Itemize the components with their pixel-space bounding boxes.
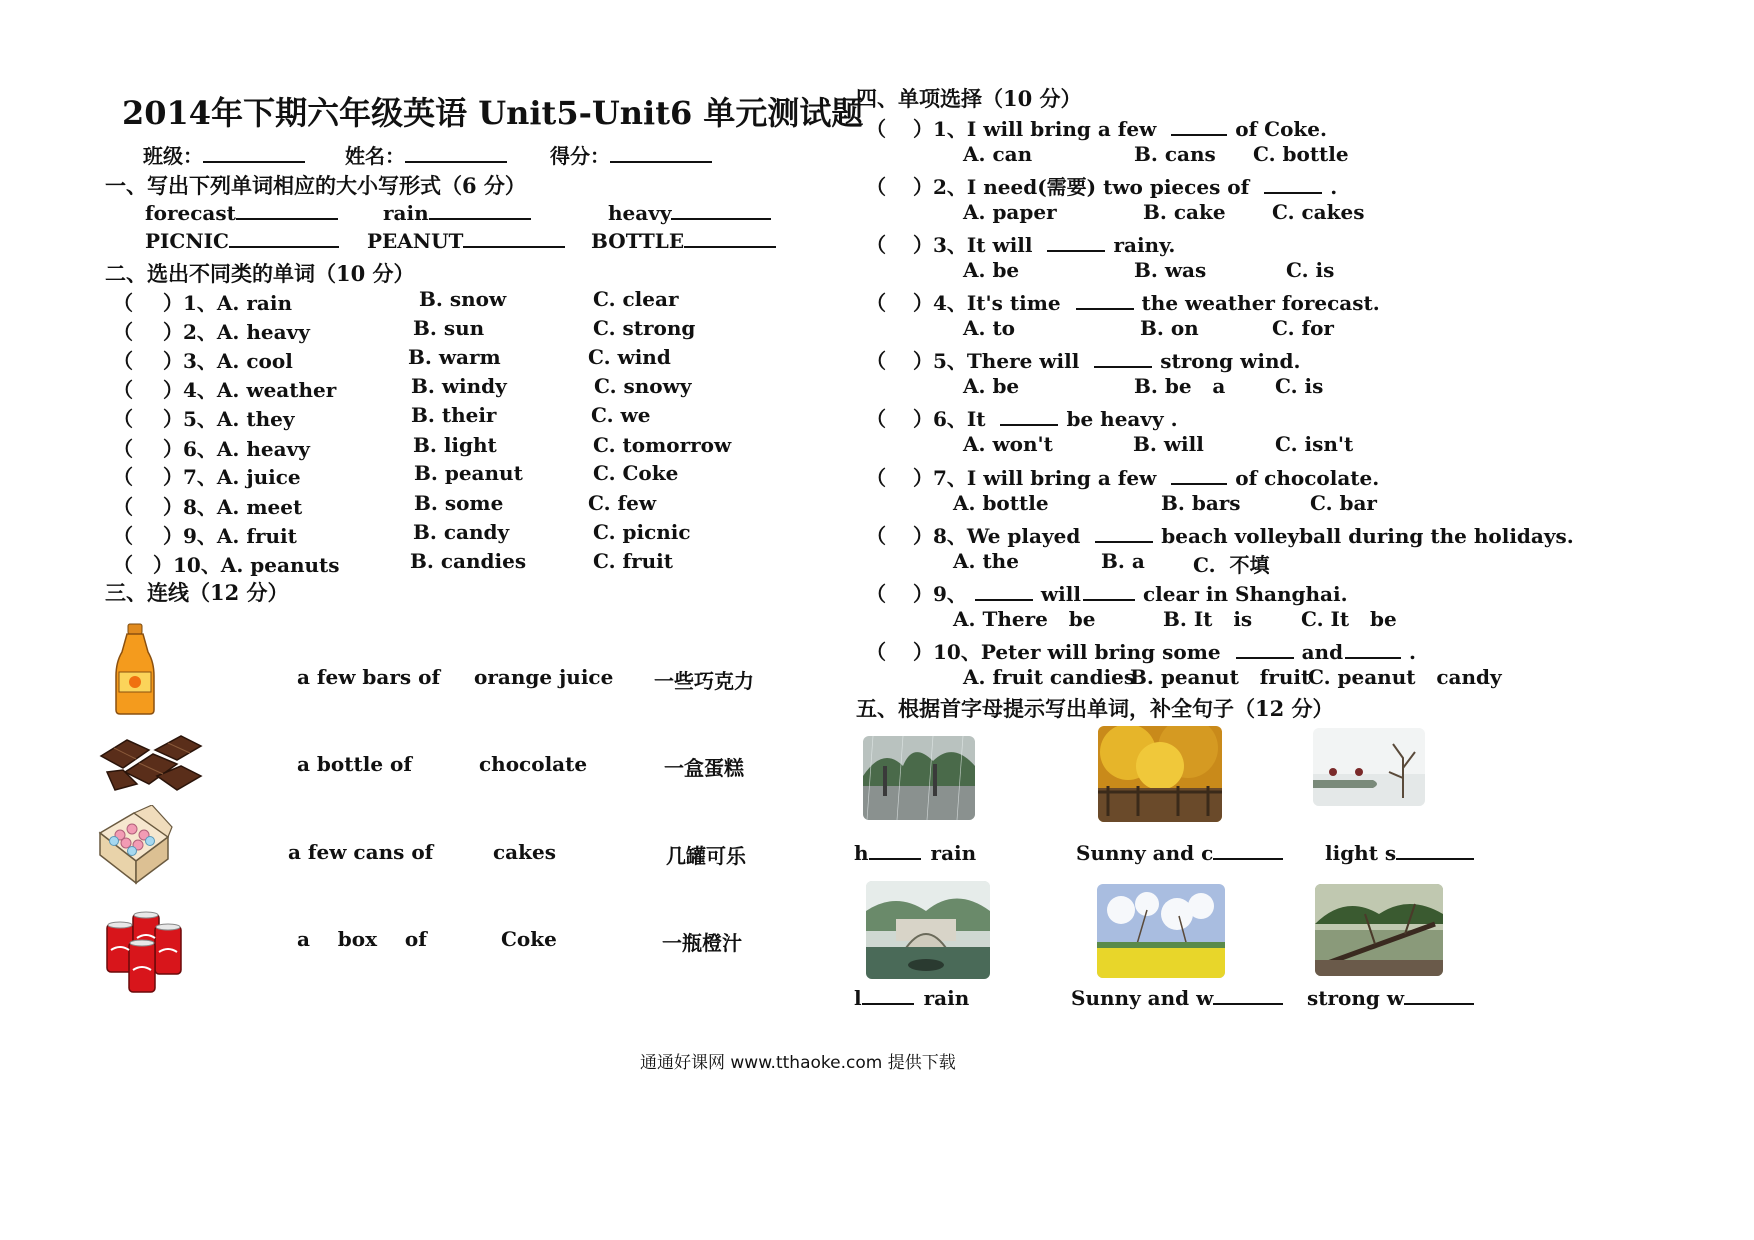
s4-question-stem xyxy=(913,578,1348,607)
section5-heading: 五、根据首字母提示写出单词，补全句子（12 分） xyxy=(856,696,1334,721)
coke-cans-icon xyxy=(99,910,185,996)
s2-option-a: ）1、A. rain xyxy=(163,291,292,315)
s4-option-b[interactable]: B. cans xyxy=(1134,142,1216,166)
answer-field[interactable] xyxy=(684,228,776,248)
question-mid: will xyxy=(1040,582,1081,606)
s1-word-text: rain xyxy=(383,201,429,225)
footer-credit: 通通好课网 www.tthaoke.com 提供下载 xyxy=(640,1053,956,1073)
question-text: ）9、 xyxy=(913,582,967,606)
paren-open: （ xyxy=(866,117,886,141)
question-text: ）8、We played xyxy=(913,524,1088,548)
question-text: ）7、I will bring a few xyxy=(913,466,1164,490)
answer-blank[interactable] xyxy=(1076,290,1134,310)
s3-noun[interactable]: cakes xyxy=(493,840,556,864)
s4-option-b[interactable]: B. on xyxy=(1140,316,1199,340)
s4-option-b[interactable]: B. will xyxy=(1133,432,1204,456)
paren-open: （ xyxy=(113,407,133,431)
s1-word-picnic xyxy=(145,228,339,253)
question-tail: of chocolate. xyxy=(1235,466,1380,490)
hint-letter: Sunny and w xyxy=(1071,986,1214,1010)
s2-option-a: ）9、A. fruit xyxy=(163,524,297,548)
s1-word-text: BOTTLE xyxy=(591,229,685,253)
answer-blank[interactable] xyxy=(1264,174,1322,194)
s2-option-c: C. fruit xyxy=(593,549,674,573)
s4-question-stem xyxy=(913,113,1327,142)
s3-chinese[interactable]: 一瓶橙汁 xyxy=(662,931,742,955)
s4-option-b[interactable]: B. be a xyxy=(1134,374,1226,398)
light-rain-bridge-photo xyxy=(866,881,990,979)
s3-chinese[interactable]: 一盒蛋糕 xyxy=(664,756,744,780)
s2-option-b: B. light xyxy=(413,433,497,457)
s4-option-a[interactable]: A. be xyxy=(963,258,1020,282)
s2-option-b: B. their xyxy=(411,403,497,427)
answer-blank[interactable] xyxy=(1213,840,1283,860)
s4-option-a[interactable]: A. There be xyxy=(953,607,1096,631)
answer-blank[interactable] xyxy=(1236,639,1294,659)
s4-option-c[interactable]: C. peanut candy xyxy=(1308,665,1502,689)
s5-sentence xyxy=(854,840,976,865)
question-text: ）4、It's time xyxy=(913,291,1068,315)
s4-question-stem xyxy=(913,520,1574,549)
chocolate-bars-icon xyxy=(97,732,205,794)
s1-word-forecast xyxy=(145,200,338,225)
s4-question-stem xyxy=(913,171,1337,200)
s4-option-a[interactable]: A. won't xyxy=(963,432,1053,456)
s4-option-c[interactable]: C. isn't xyxy=(1275,432,1354,456)
s3-phrase[interactable]: a few bars of xyxy=(297,665,441,689)
s2-option-c: C. tomorrow xyxy=(593,433,732,457)
s1-word-rain xyxy=(383,200,531,225)
question-text: ）3、It will xyxy=(913,233,1040,257)
answer-field[interactable] xyxy=(229,228,339,248)
s4-option-b[interactable]: B. bars xyxy=(1161,491,1241,515)
paren-open: （ xyxy=(866,582,886,606)
question-tail: of Coke. xyxy=(1235,117,1327,141)
s2-option-a: ）4、A. weather xyxy=(163,378,337,402)
answer-blank[interactable] xyxy=(1047,232,1105,252)
question-tail: clear in Shanghai. xyxy=(1142,582,1348,606)
s2-option-b: B. candy xyxy=(413,520,510,544)
s3-chinese[interactable]: 几罐可乐 xyxy=(666,844,746,868)
paren-open: （ xyxy=(866,175,886,199)
s3-noun[interactable]: Coke xyxy=(501,927,557,951)
question-text: ）6、It xyxy=(913,407,993,431)
answer-blank[interactable] xyxy=(862,985,914,1005)
s2-option-b: B. peanut xyxy=(414,461,523,485)
question-tail: be heavy . xyxy=(1066,407,1178,431)
answer-blank[interactable] xyxy=(1396,840,1474,860)
answer-field[interactable] xyxy=(429,200,531,220)
paren-open: （ xyxy=(113,524,133,548)
s2-option-c: C. snowy xyxy=(594,374,692,398)
paren-open: （ xyxy=(113,495,133,519)
answer-blank[interactable] xyxy=(1171,116,1227,136)
s2-option-c: C. few xyxy=(588,491,657,515)
paren-open: （ xyxy=(866,640,886,664)
paren-open: （ xyxy=(113,349,133,373)
orange-juice-bottle-icon xyxy=(113,622,157,716)
s2-option-c: C. picnic xyxy=(593,520,691,544)
s4-option-c[interactable]: C. cakes xyxy=(1272,200,1365,224)
name-label-text: 姓名： xyxy=(345,144,405,168)
s4-option-a[interactable]: A. paper xyxy=(963,200,1057,224)
section1-heading: 一、写出下列单词相应的大小写形式（6 分） xyxy=(105,173,526,198)
s2-option-a: ）6、A. heavy xyxy=(163,437,310,461)
section2-heading: 二、选出不同类的单词（10 分） xyxy=(105,261,415,286)
s2-option-c: C. strong xyxy=(593,316,696,340)
paren-open: （ xyxy=(113,437,133,461)
s5-sentence xyxy=(1076,840,1293,865)
answer-blank[interactable] xyxy=(1345,639,1401,659)
s3-noun[interactable]: orange juice xyxy=(474,665,614,689)
s5-sentence xyxy=(1307,985,1484,1010)
cake-box-icon xyxy=(96,805,174,887)
sentence-tail: rain xyxy=(923,986,970,1010)
paren-open: （ xyxy=(113,553,133,577)
question-tail: beach volleyball during the holidays. xyxy=(1161,524,1574,548)
paren-open: （ xyxy=(866,466,886,490)
s1-word-heavy xyxy=(608,200,771,225)
answer-blank[interactable] xyxy=(1404,985,1474,1005)
s5-sentence xyxy=(1325,840,1484,865)
sunny-windy-flowers-photo xyxy=(1097,884,1225,978)
paren-open: （ xyxy=(866,349,886,373)
light-snow-photo xyxy=(1313,728,1425,806)
s4-option-a[interactable]: A. can xyxy=(963,142,1033,166)
paren-open: （ xyxy=(113,465,133,489)
s2-option-c: C. Coke xyxy=(593,461,679,485)
s3-chinese[interactable]: 一些巧克力 xyxy=(654,669,754,693)
sunny-autumn-park-photo xyxy=(1098,726,1222,822)
s4-option-a[interactable]: A. be xyxy=(963,374,1020,398)
s5-sentence xyxy=(1071,985,1293,1010)
question-text: ）1、I will bring a few xyxy=(913,117,1164,141)
paren-open: （ xyxy=(866,291,886,315)
s4-question-stem xyxy=(913,229,1175,258)
s4-option-c[interactable]: C. is xyxy=(1275,374,1324,398)
s4-option-a[interactable]: A. the xyxy=(953,549,1019,573)
s4-option-b[interactable]: B. It is xyxy=(1163,607,1253,631)
s4-option-b[interactable]: B. a xyxy=(1101,549,1145,573)
s2-option-c: C. clear xyxy=(593,287,679,311)
s2-option-b: B. windy xyxy=(411,374,507,398)
page-title: 2014年下期六年级英语 Unit5-Unit6 单元测试题 xyxy=(122,94,864,132)
answer-field[interactable] xyxy=(463,228,565,248)
paren-open: （ xyxy=(866,524,886,548)
s4-option-c[interactable]: C. It be xyxy=(1301,607,1397,631)
paren-open: （ xyxy=(113,291,133,315)
s5-sentence xyxy=(854,985,969,1010)
s2-option-a: ）5、A. they xyxy=(163,407,295,431)
question-mid: and xyxy=(1301,640,1344,664)
paren-open: （ xyxy=(113,320,133,344)
class-label-text: 班级： xyxy=(143,144,203,168)
s1-word-text: forecast xyxy=(145,201,236,225)
section4-heading: 四、单项选择（10 分） xyxy=(856,86,1082,111)
s4-option-b[interactable]: B. peanut fruit xyxy=(1130,665,1311,689)
s2-option-a: ）8、A. meet xyxy=(163,495,303,519)
class-field[interactable] xyxy=(203,143,305,163)
paren-open: （ xyxy=(866,407,886,431)
s4-question-stem xyxy=(913,462,1379,491)
score-field[interactable] xyxy=(610,143,712,163)
answer-blank[interactable] xyxy=(1171,465,1227,485)
s1-word-text: heavy xyxy=(608,201,672,225)
question-tail: strong wind. xyxy=(1160,349,1301,373)
answer-blank[interactable] xyxy=(1083,581,1135,601)
question-text: ）2、I need(需要) two pieces of xyxy=(913,175,1257,199)
score-label xyxy=(550,140,712,169)
question-text: ）5、There will xyxy=(913,349,1087,373)
hint-letter: h xyxy=(854,841,869,865)
s2-option-a: ）10、A. peanuts xyxy=(153,553,340,577)
s2-option-a: ）2、A. heavy xyxy=(163,320,310,344)
s3-phrase[interactable]: a box of xyxy=(297,927,427,951)
s4-option-c[interactable]: C. 不填 xyxy=(1193,553,1270,577)
s2-option-c: C. wind xyxy=(588,345,671,369)
answer-blank[interactable] xyxy=(1094,348,1152,368)
s4-option-a[interactable]: A. to xyxy=(963,316,1016,340)
answer-field[interactable] xyxy=(671,200,771,220)
hint-letter: light s xyxy=(1325,841,1397,865)
question-tail: . xyxy=(1409,640,1417,664)
score-label-text: 得分： xyxy=(550,144,610,168)
s4-option-c[interactable]: C. is xyxy=(1286,258,1335,282)
s4-option-c[interactable]: C. bar xyxy=(1310,491,1377,515)
strong-wind-fallen-tree-photo xyxy=(1315,884,1443,976)
s2-option-b: B. warm xyxy=(408,345,501,369)
s2-option-b: B. candies xyxy=(410,549,527,573)
name-field[interactable] xyxy=(405,143,507,163)
s1-word-bottle xyxy=(591,228,776,253)
s4-question-stem xyxy=(913,636,1416,665)
s4-question-stem xyxy=(913,287,1380,316)
s3-phrase[interactable]: a bottle of xyxy=(297,752,412,776)
class-label xyxy=(143,140,305,169)
question-tail: rainy. xyxy=(1113,233,1176,257)
question-tail: . xyxy=(1330,175,1338,199)
s1-word-text: PEANUT xyxy=(367,229,464,253)
s2-option-b: B. some xyxy=(414,491,504,515)
question-text: ）10、Peter will bring some xyxy=(913,640,1228,664)
s4-option-a[interactable]: A. bottle xyxy=(953,491,1049,515)
name-label xyxy=(345,140,507,169)
s2-option-c: C. we xyxy=(591,403,651,427)
s4-option-c[interactable]: C. for xyxy=(1272,316,1334,340)
answer-blank[interactable] xyxy=(869,840,921,860)
s4-question-stem xyxy=(913,403,1178,432)
answer-blank[interactable] xyxy=(975,581,1033,601)
answer-blank[interactable] xyxy=(1000,406,1058,426)
section3-heading: 三、连线（12 分） xyxy=(105,580,289,605)
s1-word-peanut xyxy=(367,228,565,253)
hint-letter: l xyxy=(854,986,862,1010)
s2-option-b: B. sun xyxy=(413,316,485,340)
s4-option-c[interactable]: C. bottle xyxy=(1253,142,1349,166)
s2-option-a: ）7、A. juice xyxy=(163,465,301,489)
s4-option-b[interactable]: B. was xyxy=(1134,258,1207,282)
sentence-tail: rain xyxy=(930,841,977,865)
s2-option-a: ）3、A. cool xyxy=(163,349,293,373)
question-tail: the weather forecast. xyxy=(1141,291,1380,315)
s3-noun[interactable]: chocolate xyxy=(479,752,588,776)
s4-option-b[interactable]: B. cake xyxy=(1143,200,1226,224)
s3-phrase[interactable]: a few cans of xyxy=(288,840,434,864)
s4-option-a[interactable]: A. fruit candies xyxy=(963,665,1136,689)
hint-letter: strong w xyxy=(1307,986,1405,1010)
answer-field[interactable] xyxy=(236,200,338,220)
s4-question-stem xyxy=(913,345,1300,374)
heavy-rain-street-photo xyxy=(863,736,975,820)
answer-blank[interactable] xyxy=(1095,523,1153,543)
hint-letter: Sunny and c xyxy=(1076,841,1214,865)
s2-option-b: B. snow xyxy=(419,287,507,311)
s1-word-text: PICNIC xyxy=(145,229,229,253)
paren-open: （ xyxy=(113,378,133,402)
paren-open: （ xyxy=(866,233,886,257)
answer-blank[interactable] xyxy=(1213,985,1283,1005)
